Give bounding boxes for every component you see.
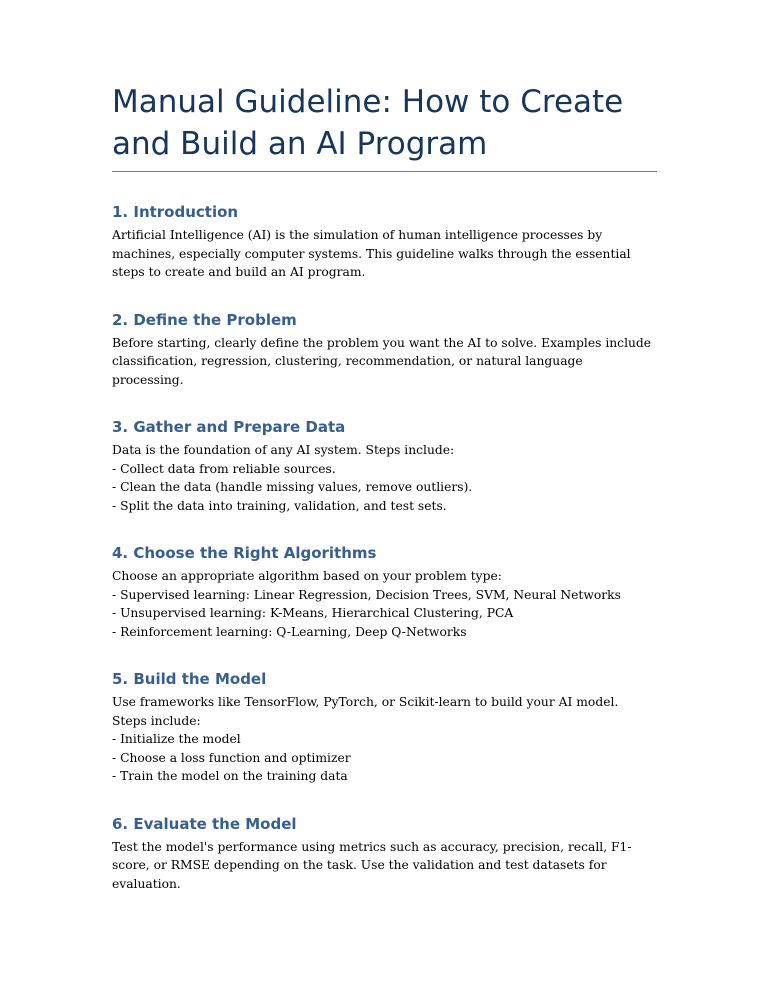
section-body: Use frameworks like TensorFlow, PyTorch, or Scikit-learn to build your AI model. Steps include: - Initialize the model - Choose a loss function and optimizer - Train the model on the training data [112, 695, 619, 783]
section-heading: 3. Gather and Prepare Data [112, 418, 346, 436]
section-body: Data is the foundation of any AI system. Steps include: - Collect data from reliable sources. - Clean the data (handle missing values, remove outliers). - Split the data into training, validation, and test sets. [112, 443, 473, 513]
section-heading: 4. Choose the Right Algorithms [112, 544, 377, 562]
section-body: Choose an appropriate algorithm based on your problem type: - Supervised learning: Linear Regression, Decision Trees, SVM, Neural Networks - Unsupervised learning: K-Means, Hierarchical Clustering, PCA - Reinforcement learning: Q-Learning, Deep Q-Networks [112, 569, 621, 639]
section-body: Test the model's performance using metrics such as accuracy, precision, recall, F1-score, or RMSE depending on the task. Use the validation and test datasets for evaluation. [112, 839, 632, 891]
section-body: Artificial Intelligence (AI) is the simulation of human intelligence processes by machines, especially computer systems. This guideline walks through the essential steps to create and build an AI program. [112, 228, 631, 279]
section-heading: 6. Evaluate the Model [112, 814, 297, 833]
section-heading: 1. Introduction [112, 203, 239, 221]
section-body: Before starting, clearly define the problem you want the AI to solve. Examples include classification, regression, clustering, recommendation, or natural language processing. [112, 335, 652, 387]
document-title: Manual Guideline: How to Create and Build an AI Program [112, 0, 657, 172]
section-heading: 5. Build the Model [112, 670, 267, 688]
section-heading: 2. Define the Problem [112, 310, 297, 329]
